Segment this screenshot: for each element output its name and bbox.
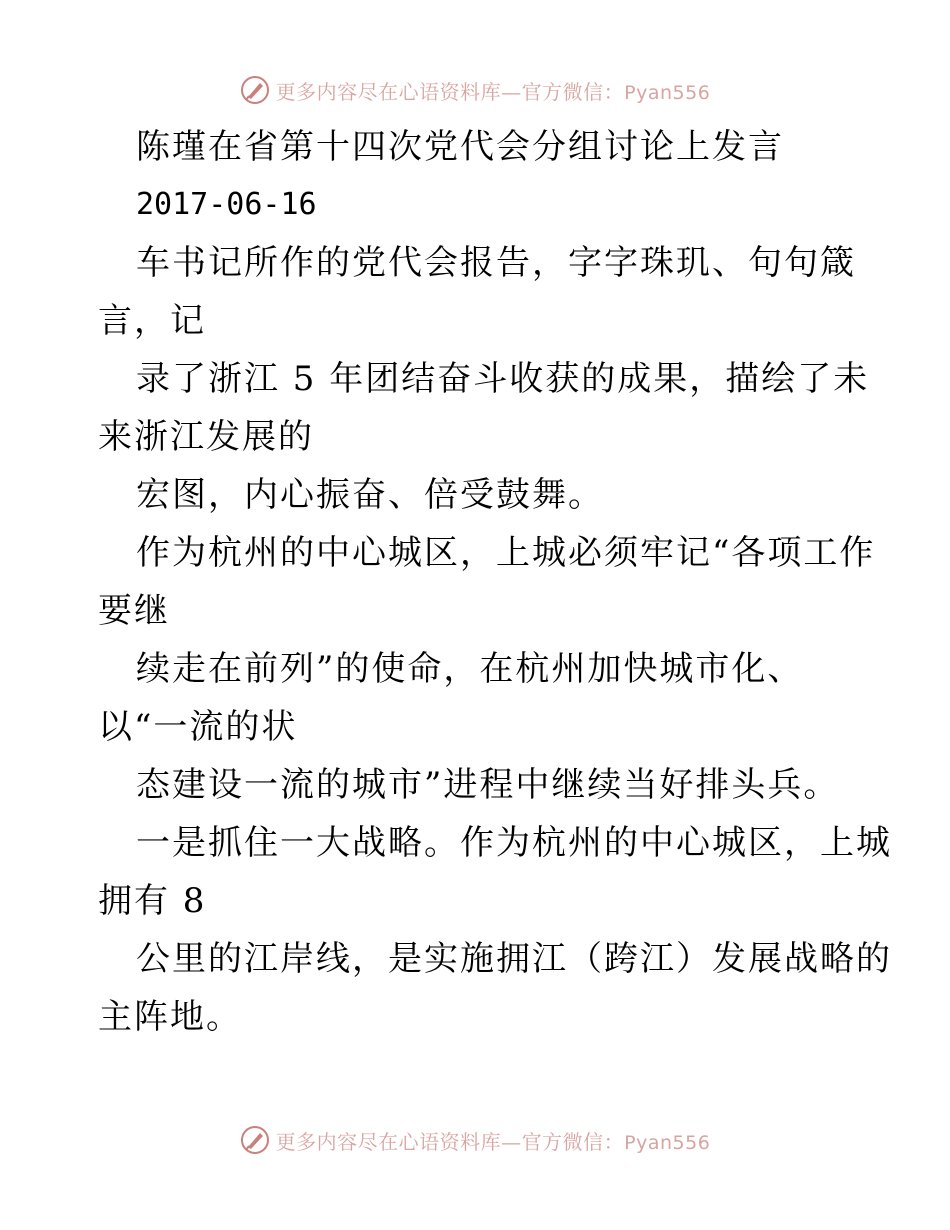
watermark-text: 更多内容尽在心语资料库—官方微信：Pyan556 [275,79,711,104]
quill-pen-logo-icon [240,75,270,105]
document-text-line: 来浙江发展的 [98,417,314,457]
document-text-line: 态建设一流的城市”进程中继续当好排头兵。 [136,765,840,805]
document-text-line: 公里的江岸线，是实施拥江（跨江）发展战略的 [136,939,892,979]
document-text-line: 主阵地。 [98,997,242,1037]
document-text-line: 车书记所作的党代会报告，字字珠玑、句句箴 [136,243,856,283]
footer-watermark [0,1120,950,1160]
document-text-line: 续走在前列”的使命，在杭州加快城市化、 [136,649,804,689]
document-text-line: 作为杭州的中心城区，上城必须牢记“各项工作 [136,533,876,573]
quill-pen-logo-icon [240,1125,270,1155]
document-text-line: 录了浙江 5 年团结奋斗收获的成果，描绘了未 [136,359,870,399]
document-text-line: 要继 [98,591,170,631]
document-text-line: 拥有 8 [98,881,207,921]
document-text-line: 一是抓住一大战略。作为杭州的中心城区，上城 [136,823,892,863]
document-text-line: 以“一流的状 [98,707,298,747]
document-date: 2017-06-16 [136,187,317,222]
header-watermark [0,70,950,110]
document-title: 陈瑾在省第十四次党代会分组讨论上发言 [136,127,784,167]
watermark-text: 更多内容尽在心语资料库—官方微信：Pyan556 [275,1129,711,1154]
document-body [98,118,892,1046]
document-text-line: 宏图，内心振奋、倍受鼓舞。 [136,475,604,515]
document-text-line: 言，记 [98,301,206,341]
